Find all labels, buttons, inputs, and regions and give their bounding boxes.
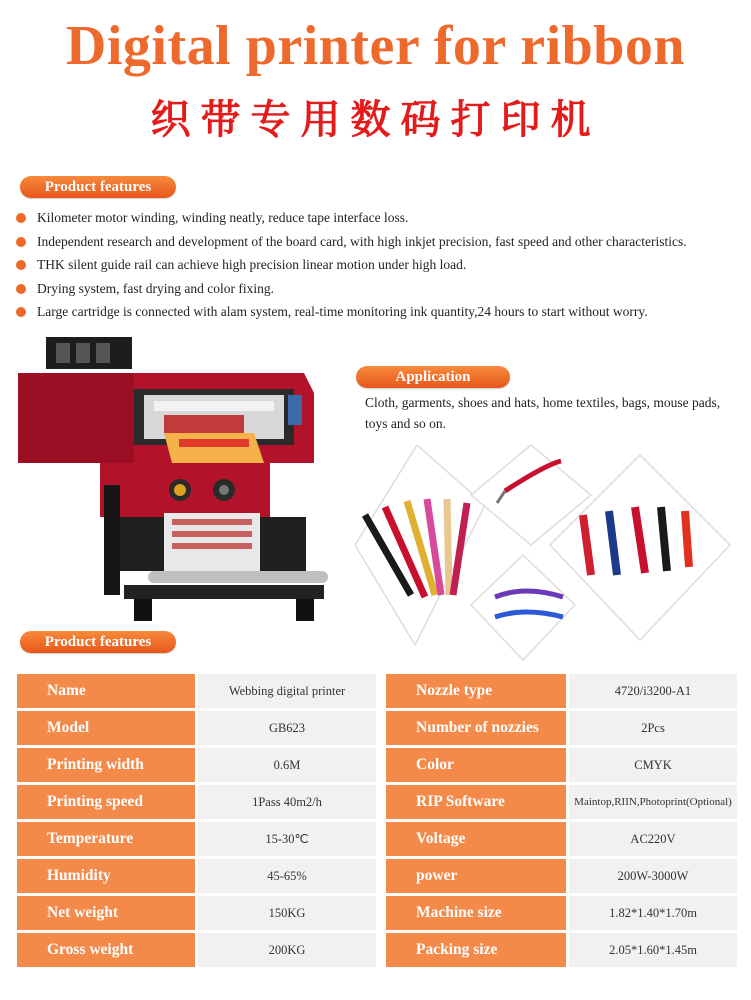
spec-key: Gross weight bbox=[17, 933, 195, 967]
spec-key: Printing width bbox=[17, 748, 195, 782]
feature-item: Independent research and development of the board card, with high inkjet precision, fast speed and other characteristics. bbox=[16, 232, 741, 256]
spec-value: 0.6M bbox=[198, 748, 376, 782]
spec-value: AC220V bbox=[569, 822, 737, 856]
spec-value: 150KG bbox=[198, 896, 376, 930]
spec-value: 45-65% bbox=[198, 859, 376, 893]
spec-key: Temperature bbox=[17, 822, 195, 856]
spec-key: Packing size bbox=[386, 933, 566, 967]
spec-key: Voltage bbox=[386, 822, 566, 856]
spec-key: Model bbox=[17, 711, 195, 745]
spec-value: 1Pass 40m2/h bbox=[198, 785, 376, 819]
spec-value: Maintop,RIIN,Photoprint(Optional) bbox=[569, 785, 737, 819]
table-row bbox=[17, 674, 737, 708]
spec-value: 4720/i3200-A1 bbox=[569, 674, 737, 708]
feature-list bbox=[16, 208, 741, 326]
table-row bbox=[17, 859, 737, 893]
bullet-icon bbox=[16, 260, 26, 270]
lanyard-collage-image bbox=[355, 445, 740, 670]
bullet-icon bbox=[16, 284, 26, 294]
spec-value: 200W-3000W bbox=[569, 859, 737, 893]
spec-key: Net weight bbox=[17, 896, 195, 930]
feature-item: Kilometer motor winding, winding neatly, reduce tape interface loss. bbox=[16, 208, 741, 232]
table-row bbox=[17, 748, 737, 782]
feature-item: Drying system, fast drying and color fixing. bbox=[16, 279, 741, 303]
spec-key: Name bbox=[17, 674, 195, 708]
spec-value: 15-30℃ bbox=[198, 822, 376, 856]
product-features-label: Product features bbox=[20, 176, 176, 198]
bullet-icon bbox=[16, 213, 26, 223]
application-text: Cloth, garments, shoes and hats, home textiles, bags, mouse pads, toys and so on. bbox=[365, 395, 721, 431]
application-label: Application bbox=[356, 366, 510, 388]
spec-key: Nozzle type bbox=[386, 674, 566, 708]
spec-value: Webbing digital printer bbox=[198, 674, 376, 708]
spec-key: Color bbox=[386, 748, 566, 782]
page-title: Digital printer for ribbon bbox=[65, 15, 686, 77]
spec-value: 200KG bbox=[198, 933, 376, 967]
spec-key: power bbox=[386, 859, 566, 893]
spec-value: CMYK bbox=[569, 748, 737, 782]
spec-key: Machine size bbox=[386, 896, 566, 930]
spec-key: RIP Software bbox=[386, 785, 566, 819]
specs-label: Product features bbox=[20, 631, 176, 653]
page-subtitle-chinese: 织带专用数码打印机 bbox=[150, 96, 601, 143]
spec-value: 2Pcs bbox=[569, 711, 737, 745]
feature-item: THK silent guide rail can achieve high precision linear motion under high load. bbox=[16, 255, 741, 279]
bullet-icon bbox=[16, 307, 26, 317]
spec-key: Number of nozzies bbox=[386, 711, 566, 745]
control-panel bbox=[288, 395, 302, 425]
specs-table bbox=[14, 671, 740, 970]
spec-value: GB623 bbox=[198, 711, 376, 745]
spec-key: Printing speed bbox=[17, 785, 195, 819]
table-row bbox=[17, 822, 737, 856]
bullet-icon bbox=[16, 237, 26, 247]
roller bbox=[148, 571, 328, 583]
spec-value: 2.05*1.60*1.45m bbox=[569, 933, 737, 967]
printer-image bbox=[14, 335, 354, 625]
table-row bbox=[17, 896, 737, 930]
feature-item: Large cartridge is connected with alam system, real-time monitoring ink quantity,24 hours to start without worry. bbox=[16, 302, 741, 326]
spec-key: Humidity bbox=[17, 859, 195, 893]
spec-value: 1.82*1.40*1.70m bbox=[569, 896, 737, 930]
table-row bbox=[17, 933, 737, 967]
table-row bbox=[17, 711, 737, 745]
table-row bbox=[17, 785, 737, 819]
